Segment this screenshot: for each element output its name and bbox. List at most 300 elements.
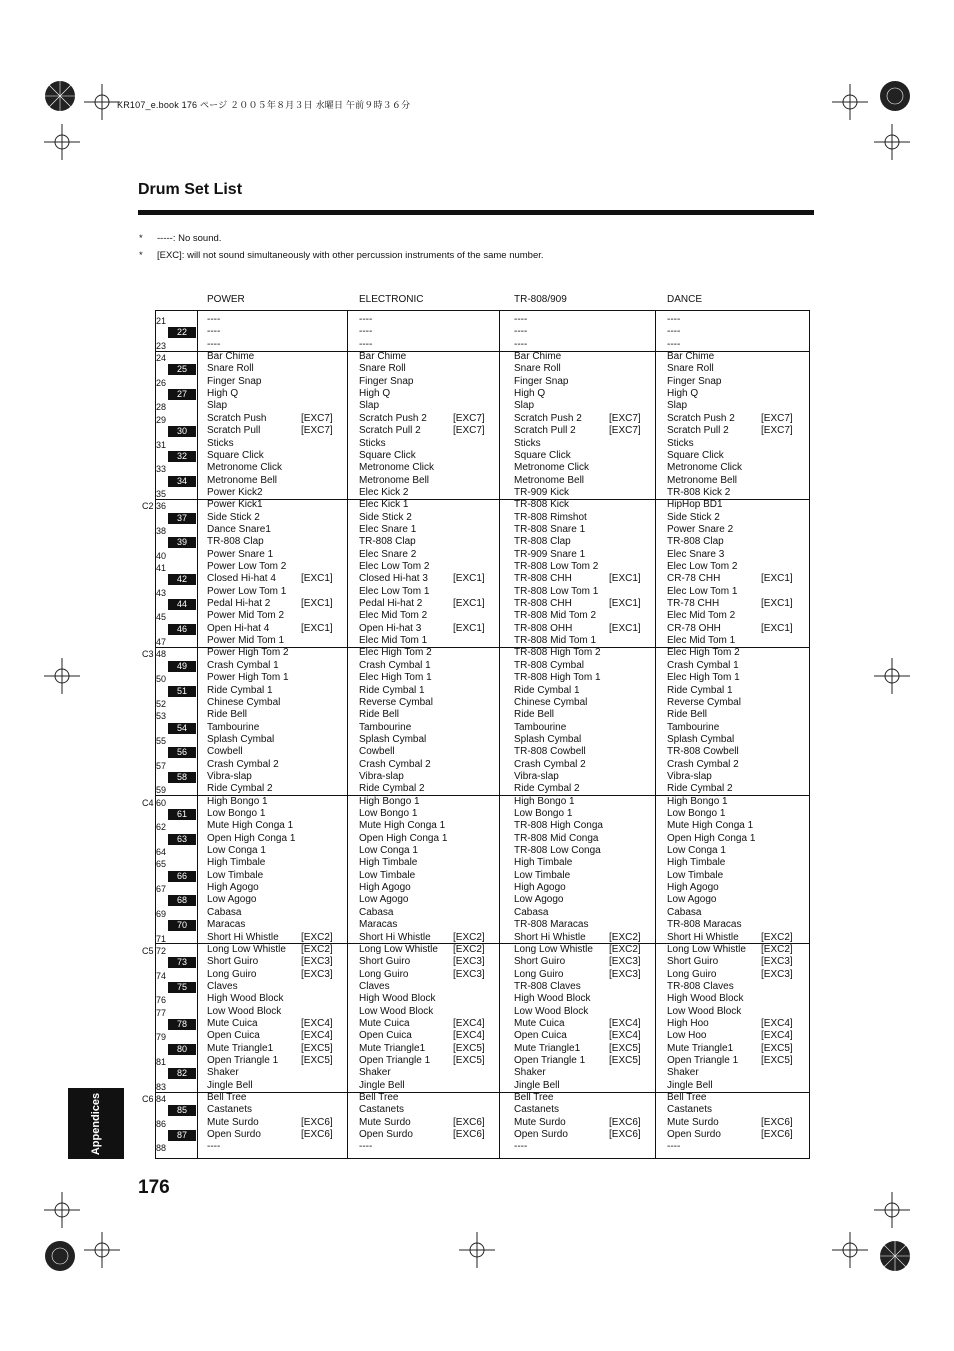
instrument-name: High Wood Block xyxy=(359,993,436,1005)
note-text: -----: No sound. xyxy=(157,233,222,244)
exclusive-group-tag: [EXC2] xyxy=(301,931,333,943)
instrument-name: Slap xyxy=(207,400,228,412)
instrument-name: Snare Roll xyxy=(207,363,254,375)
instrument-name: Open Triangle 1 xyxy=(667,1055,739,1066)
instrument-name: Open Triangle 1 xyxy=(207,1055,279,1066)
instrument-name: Tambourine xyxy=(667,721,720,733)
instrument-name: Slap xyxy=(667,400,688,412)
black-key-number: 66 xyxy=(168,871,196,882)
instrument-name: ---- xyxy=(667,1141,681,1153)
white-key-number: 38 xyxy=(156,525,167,536)
instrument-name: Low Bongo 1 xyxy=(207,808,266,819)
instrument-name: Maracas xyxy=(207,919,246,931)
exclusive-group-tag: [EXC5] xyxy=(609,1042,641,1054)
instrument-name: Closed Hi-hat 4 xyxy=(207,573,276,585)
exclusive-group-tag: [EXC7] xyxy=(761,412,793,424)
instrument-name: Side Stick 2 xyxy=(207,511,260,523)
black-key-number: 80 xyxy=(168,1044,196,1055)
white-key-number: 53 xyxy=(156,711,167,722)
instrument-name: Elec Low Tom 1 xyxy=(359,585,430,597)
crosshair-mark-icon xyxy=(82,82,122,122)
exclusive-group-tag: [EXC5] xyxy=(453,1055,485,1066)
instrument-name: Bell Tree xyxy=(207,1092,247,1104)
instrument-name: Power Low Tom 2 xyxy=(207,561,287,572)
white-key-number: 65 xyxy=(156,859,167,870)
instrument-name: Jingle Bell xyxy=(359,1079,405,1091)
exclusive-group-tag: [EXC3] xyxy=(609,968,641,980)
instrument-name: Elec Low Tom 2 xyxy=(359,561,430,572)
instrument-name: Side Stick 2 xyxy=(667,511,720,523)
white-key-number: 24 xyxy=(156,353,167,364)
instrument-name: Low Timbale xyxy=(359,869,416,881)
exclusive-group-tag: [EXC4] xyxy=(453,1017,485,1029)
instrument-name: Mute Surdo xyxy=(207,1116,259,1128)
exclusive-group-tag: [EXC2] xyxy=(609,931,641,943)
instrument-name: Power Kick1 xyxy=(207,499,263,511)
instrument-name: Shaker xyxy=(514,1067,546,1079)
side-tab-label: Appendices xyxy=(90,1092,102,1155)
black-key-number: 68 xyxy=(168,895,196,906)
instrument-name: Ride Cymbal 2 xyxy=(514,783,580,795)
instrument-name: High Q xyxy=(359,388,391,400)
exclusive-group-tag: [EXC3] xyxy=(761,968,793,980)
instrument-name: HipHop BD1 xyxy=(667,499,723,511)
octave-label: C2 xyxy=(142,501,154,512)
instrument-name: Square Click xyxy=(667,449,724,461)
exclusive-group-tag: [EXC3] xyxy=(761,956,793,968)
instrument-name: Metronome Bell xyxy=(514,474,585,486)
black-key-number: 75 xyxy=(168,982,196,993)
black-key-number: 25 xyxy=(168,364,196,375)
instrument-name: Bell Tree xyxy=(667,1092,707,1104)
registration-mark-icon xyxy=(40,76,80,116)
instrument-name: Finger Snap xyxy=(359,375,414,387)
instrument-name: Mute Triangle1 xyxy=(359,1042,426,1054)
white-key-number: 64 xyxy=(156,847,167,858)
instrument-name: TR-808 Low Conga xyxy=(514,845,601,857)
instrument-name: Shaker xyxy=(667,1067,699,1079)
instrument-name: Jingle Bell xyxy=(514,1079,560,1091)
instrument-name: Power Low Tom 1 xyxy=(207,585,287,597)
instrument-name: Pedal Hi-hat 2 xyxy=(207,598,271,610)
exclusive-group-tag: [EXC2] xyxy=(453,931,485,943)
instrument-name: Low Timbale xyxy=(207,869,264,881)
white-key-number: 28 xyxy=(156,402,167,413)
instrument-name: High Q xyxy=(514,388,546,400)
instrument-name: Long Low Whistle xyxy=(667,943,746,955)
black-key-number: 73 xyxy=(168,957,196,968)
instrument-name: High Agogo xyxy=(359,882,411,894)
instrument-name: TR-909 Kick xyxy=(514,486,570,498)
instrument-name: Power High Tom 2 xyxy=(207,647,289,659)
white-key-number: 50 xyxy=(156,674,167,685)
instrument-name: Metronome Click xyxy=(207,462,283,474)
instrument-name: TR-808 Maracas xyxy=(667,919,742,931)
white-key-number: 57 xyxy=(156,760,167,771)
instrument-name: Low Bongo 1 xyxy=(514,808,573,819)
crosshair-mark-icon xyxy=(872,1190,912,1230)
instrument-name: Short Hi Whistle xyxy=(667,931,739,943)
instrument-name: Reverse Cymbal xyxy=(667,696,741,708)
exclusive-group-tag: [EXC1] xyxy=(453,598,485,610)
instrument-name: Elec Snare 1 xyxy=(359,523,417,535)
instrument-name: Open Surdo xyxy=(667,1129,721,1141)
instrument-name: ---- xyxy=(359,326,373,338)
instrument-name: Open Surdo xyxy=(359,1129,413,1141)
octave-label: C3 xyxy=(142,649,154,660)
row-group-divider xyxy=(197,351,809,352)
instrument-name: Low Wood Block xyxy=(514,1005,589,1017)
instrument-name: Castanets xyxy=(514,1104,560,1116)
instrument-name: High Bongo 1 xyxy=(667,795,728,807)
key-group-divider xyxy=(155,499,197,500)
instrument-name: Long Guiro xyxy=(514,968,564,980)
instrument-name: Crash Cymbal 1 xyxy=(667,659,739,671)
instrument-name: High Wood Block xyxy=(207,993,284,1005)
white-key-number: 43 xyxy=(156,587,167,598)
instrument-name: High Wood Block xyxy=(667,993,744,1005)
instrument-name: TR-808 Cowbell xyxy=(514,746,586,758)
instrument-name: High Hoo xyxy=(667,1017,709,1029)
instrument-name: TR-808 Claves xyxy=(667,980,734,992)
exclusive-group-tag: [EXC4] xyxy=(761,1017,793,1029)
instrument-name: ---- xyxy=(207,314,221,325)
instrument-name: Ride Bell xyxy=(514,709,555,721)
white-key-number: 72 xyxy=(156,945,167,956)
instrument-name: High Timbale xyxy=(667,857,726,869)
exclusive-group-tag: [EXC3] xyxy=(453,968,485,980)
white-key-number: 60 xyxy=(156,797,167,808)
instrument-name: High Q xyxy=(207,388,239,400)
exclusive-group-tag: [EXC2] xyxy=(453,943,485,955)
note-exclusive xyxy=(139,250,544,261)
note-mark: * xyxy=(139,233,143,244)
instrument-name: TR-808 High Conga xyxy=(514,820,603,832)
instrument-name: Mute High Conga 1 xyxy=(207,820,294,832)
exclusive-group-tag: [EXC5] xyxy=(301,1042,333,1054)
instrument-name: ---- xyxy=(359,314,373,325)
instrument-name: TR-808 OHH xyxy=(514,622,573,634)
instrument-name: TR-808 Cowbell xyxy=(667,746,739,758)
instrument-name: Shaker xyxy=(207,1067,239,1079)
instrument-name: High Q xyxy=(667,388,699,400)
exclusive-group-tag: [EXC4] xyxy=(761,1030,793,1042)
instrument-name: Low Agogo xyxy=(359,894,409,906)
instrument-name: Elec Snare 2 xyxy=(359,548,417,560)
instrument-name: Long Guiro xyxy=(359,968,409,980)
registration-mark-icon xyxy=(875,1236,915,1276)
instrument-name: Low Conga 1 xyxy=(667,845,726,857)
instrument-name: Mute Cuica xyxy=(359,1017,410,1029)
crosshair-mark-icon xyxy=(42,656,82,696)
instrument-name: ---- xyxy=(514,326,528,338)
instrument-name: TR-78 CHH xyxy=(667,598,720,610)
instrument-name: Finger Snap xyxy=(207,375,262,387)
instrument-name: TR-808 Claves xyxy=(514,980,581,992)
exclusive-group-tag: [EXC6] xyxy=(301,1129,333,1141)
white-key-number: 62 xyxy=(156,822,167,833)
instrument-name: Low Hoo xyxy=(667,1030,707,1042)
instrument-name: Vibra-slap xyxy=(514,770,559,782)
exclusive-group-tag: [EXC7] xyxy=(453,425,485,437)
instrument-name: Elec High Tom 1 xyxy=(667,672,740,684)
instrument-name: Open High Conga 1 xyxy=(207,832,296,844)
instrument-name: Crash Cymbal 2 xyxy=(667,758,739,770)
instrument-name: ---- xyxy=(207,326,221,338)
instrument-name: Claves xyxy=(207,980,238,992)
instrument-name: Maracas xyxy=(359,919,398,931)
instrument-name: Crash Cymbal 1 xyxy=(359,659,431,671)
instrument-name: Vibra-slap xyxy=(359,770,404,782)
instrument-name: Low Agogo xyxy=(514,894,564,906)
exclusive-group-tag: [EXC2] xyxy=(761,931,793,943)
white-key-number: 48 xyxy=(156,649,167,660)
instrument-name: Scratch Push 2 xyxy=(514,412,582,424)
instrument-name: Elec Mid Tom 2 xyxy=(359,610,428,622)
white-key-number: 67 xyxy=(156,884,167,895)
black-key-number: 51 xyxy=(168,686,196,697)
instrument-name: Slap xyxy=(514,400,535,412)
exclusive-group-tag: [EXC2] xyxy=(761,943,793,955)
instrument-name: Elec Kick 2 xyxy=(359,486,409,498)
instrument-name: Elec Mid Tom 1 xyxy=(667,635,736,647)
instrument-name: Sticks xyxy=(207,437,234,449)
white-key-number: 81 xyxy=(156,1057,167,1067)
instrument-name: Crash Cymbal 2 xyxy=(207,758,279,770)
instrument-name: Elec Mid Tom 2 xyxy=(667,610,736,622)
instrument-name: TR-909 Snare 1 xyxy=(514,548,586,560)
instrument-name: Elec Kick 1 xyxy=(359,499,409,511)
page-number: 176 xyxy=(138,1177,170,1198)
crosshair-mark-icon xyxy=(42,122,82,162)
instrument-name: ---- xyxy=(514,338,528,350)
white-key-number: 55 xyxy=(156,735,167,746)
instrument-name: Cowbell xyxy=(359,746,395,758)
instrument-name: Chinese Cymbal xyxy=(514,696,588,708)
instrument-name: Tambourine xyxy=(207,721,260,733)
instrument-name: Metronome Click xyxy=(667,462,743,474)
instrument-name: Ride Cymbal 1 xyxy=(667,684,733,696)
exclusive-group-tag: [EXC6] xyxy=(453,1129,485,1141)
instrument-name: Scratch Push 2 xyxy=(359,412,427,424)
instrument-name: Dance Snare1 xyxy=(207,523,271,535)
instrument-name: Bar Chime xyxy=(514,351,562,363)
white-key-number: 26 xyxy=(156,377,167,388)
black-key-number: 37 xyxy=(168,513,196,524)
side-tab xyxy=(68,1088,124,1159)
exclusive-group-tag: [EXC1] xyxy=(761,598,793,610)
black-key-number: 61 xyxy=(168,809,196,820)
instrument-name: TR-808 Low Tom 2 xyxy=(514,561,599,572)
exclusive-group-tag: [EXC1] xyxy=(761,573,793,585)
black-key-number: 49 xyxy=(168,661,196,672)
instrument-name: Mute Triangle1 xyxy=(514,1042,581,1054)
instrument-name: TR-808 Clap xyxy=(359,536,416,548)
column-divider xyxy=(655,310,656,1159)
instrument-name: Scratch Pull 2 xyxy=(667,425,729,437)
instrument-name: Splash Cymbal xyxy=(667,733,735,745)
instrument-name: TR-808 Low Tom 1 xyxy=(514,585,599,597)
note-mark: * xyxy=(139,250,143,261)
instrument-name: Short Guiro xyxy=(667,956,719,968)
instrument-name: Power High Tom 1 xyxy=(207,672,289,684)
instrument-name: Open Hi-hat 3 xyxy=(359,622,422,634)
black-key-number: 54 xyxy=(168,723,196,734)
black-key-number: 42 xyxy=(168,574,196,585)
exclusive-group-tag: [EXC1] xyxy=(453,573,485,585)
instrument-name: Short Guiro xyxy=(514,956,566,968)
instrument-name: Short Hi Whistle xyxy=(514,931,586,943)
exclusive-group-tag: [EXC1] xyxy=(609,598,641,610)
black-key-number: 34 xyxy=(168,476,196,487)
instrument-name: High Bongo 1 xyxy=(359,795,420,807)
instrument-name: ---- xyxy=(667,326,681,338)
instrument-name: TR-808 Kick xyxy=(514,499,570,511)
instrument-name: High Bongo 1 xyxy=(514,795,575,807)
instrument-name: Mute Surdo xyxy=(667,1116,719,1128)
instrument-name: Bell Tree xyxy=(514,1092,554,1104)
instrument-name: Long Low Whistle xyxy=(514,943,593,955)
instrument-name: Vibra-slap xyxy=(207,770,252,782)
instrument-name: Low Timbale xyxy=(514,869,571,881)
instrument-name: Mute High Conga 1 xyxy=(667,820,754,832)
exclusive-group-tag: [EXC3] xyxy=(453,956,485,968)
instrument-name: Square Click xyxy=(359,449,416,461)
octave-label: C5 xyxy=(142,945,154,956)
white-key-number: 69 xyxy=(156,908,167,919)
instrument-name: TR-808 Kick 2 xyxy=(667,486,731,498)
instrument-name: CR-78 OHH xyxy=(667,622,721,634)
exclusive-group-tag: [EXC4] xyxy=(609,1017,641,1029)
instrument-name: CR-78 CHH xyxy=(667,573,721,585)
instrument-name: Snare Roll xyxy=(514,363,561,375)
instrument-name: Low Bongo 1 xyxy=(359,808,418,819)
exclusive-group-tag: [EXC2] xyxy=(609,943,641,955)
instrument-name: TR-808 CHH xyxy=(514,598,572,610)
white-key-number: 86 xyxy=(156,1118,167,1129)
instrument-name: ---- xyxy=(359,1141,373,1153)
instrument-name: High Agogo xyxy=(667,882,719,894)
instrument-name: Ride Bell xyxy=(359,709,400,721)
column-header-dance: DANCE xyxy=(667,294,703,305)
instrument-name: ---- xyxy=(514,1141,528,1153)
instrument-name: Metronome Bell xyxy=(359,474,430,486)
instrument-name: High Timbale xyxy=(359,857,418,869)
exclusive-group-tag: [EXC4] xyxy=(609,1030,641,1042)
instrument-name: TR-808 Clap xyxy=(207,536,264,548)
instrument-name: Elec High Tom 2 xyxy=(359,647,432,659)
instrument-name: Low Agogo xyxy=(207,894,257,906)
white-key-number: 77 xyxy=(156,1007,167,1018)
instrument-name: TR-808 Snare 1 xyxy=(514,523,586,535)
instrument-name: TR-808 Clap xyxy=(667,536,724,548)
white-key-number: 88 xyxy=(156,1143,167,1154)
black-key-number: 22 xyxy=(168,327,196,338)
instrument-name: Reverse Cymbal xyxy=(359,696,433,708)
black-key-number: 70 xyxy=(168,920,196,931)
column-divider xyxy=(347,310,348,1159)
exclusive-group-tag: [EXC7] xyxy=(301,425,333,437)
exclusive-group-tag: [EXC6] xyxy=(453,1116,485,1128)
black-key-number: 32 xyxy=(168,451,196,462)
instrument-name: Shaker xyxy=(359,1067,391,1079)
instrument-name: TR-808 Clap xyxy=(514,536,571,548)
instrument-name: Elec Snare 3 xyxy=(667,548,725,560)
instrument-name: Tambourine xyxy=(514,721,567,733)
instrument-name: Ride Cymbal 2 xyxy=(207,783,273,795)
exclusive-group-tag: [EXC4] xyxy=(301,1017,333,1029)
black-key-number: 58 xyxy=(168,772,196,783)
instrument-name: Bar Chime xyxy=(359,351,407,363)
black-key-number: 82 xyxy=(168,1068,196,1079)
column-divider xyxy=(197,310,198,1159)
instrument-name: ---- xyxy=(667,314,681,325)
instrument-name: Square Click xyxy=(514,449,571,461)
exclusive-group-tag: [EXC3] xyxy=(609,956,641,968)
instrument-name: Power Mid Tom 1 xyxy=(207,635,285,647)
instrument-name: Snare Roll xyxy=(359,363,406,375)
instrument-name: High Bongo 1 xyxy=(207,795,268,807)
instrument-name: ---- xyxy=(514,314,528,325)
instrument-name: Scratch Push xyxy=(207,412,267,424)
white-key-number: 40 xyxy=(156,550,167,561)
instrument-name: TR-808 Rimshot xyxy=(514,511,587,523)
instrument-name: Chinese Cymbal xyxy=(207,696,281,708)
exclusive-group-tag: [EXC1] xyxy=(301,598,333,610)
page-title: Drum Set List xyxy=(138,181,243,198)
instrument-name: Cabasa xyxy=(514,906,549,918)
instrument-name: Metronome Click xyxy=(359,462,435,474)
white-key-number: 71 xyxy=(156,933,167,944)
instrument-name: Mute Cuica xyxy=(207,1017,258,1029)
instrument-name: Ride Cymbal 1 xyxy=(514,684,580,696)
instrument-name: Open High Conga 1 xyxy=(667,832,756,844)
instrument-name: Scratch Pull 2 xyxy=(359,425,421,437)
exclusive-group-tag: [EXC3] xyxy=(301,956,333,968)
print-header-info: KR107_e.book 176 ページ ２００５年８月３日 水曜日 午前９時３６分 xyxy=(117,100,411,110)
exclusive-group-tag: [EXC4] xyxy=(453,1030,485,1042)
instrument-name: Snare Roll xyxy=(667,363,714,375)
instrument-name: Open High Conga 1 xyxy=(359,832,448,844)
column-header-power: POWER xyxy=(207,294,245,305)
instrument-name: Ride Bell xyxy=(207,709,248,721)
instrument-name: Low Conga 1 xyxy=(207,845,266,857)
instrument-name: Low Conga 1 xyxy=(359,845,418,857)
instrument-name: TR-808 Mid Tom 1 xyxy=(514,635,597,647)
black-key-number: 63 xyxy=(168,834,196,845)
black-key-number: 27 xyxy=(168,389,196,400)
exclusive-group-tag: [EXC5] xyxy=(761,1055,793,1066)
black-key-number: 30 xyxy=(168,426,196,437)
exclusive-group-tag: [EXC5] xyxy=(609,1055,641,1066)
instrument-name: High Timbale xyxy=(207,857,266,869)
instrument-name: ---- xyxy=(667,338,681,350)
instrument-name: Bar Chime xyxy=(667,351,715,363)
octave-label: C6 xyxy=(142,1094,154,1105)
instrument-name: Short Guiro xyxy=(359,956,411,968)
white-key-number: 52 xyxy=(156,698,167,709)
instrument-name: Low Timbale xyxy=(667,869,724,881)
instrument-name: Finger Snap xyxy=(667,375,722,387)
instrument-name: Jingle Bell xyxy=(667,1079,713,1091)
white-key-number: 35 xyxy=(156,488,167,499)
instrument-name: Sticks xyxy=(667,437,694,449)
instrument-name: Cabasa xyxy=(207,906,242,918)
instrument-name: Crash Cymbal 2 xyxy=(514,758,586,770)
black-key-number: 87 xyxy=(168,1130,196,1141)
instrument-name: Bar Chime xyxy=(207,351,255,363)
exclusive-group-tag: [EXC3] xyxy=(301,968,333,980)
